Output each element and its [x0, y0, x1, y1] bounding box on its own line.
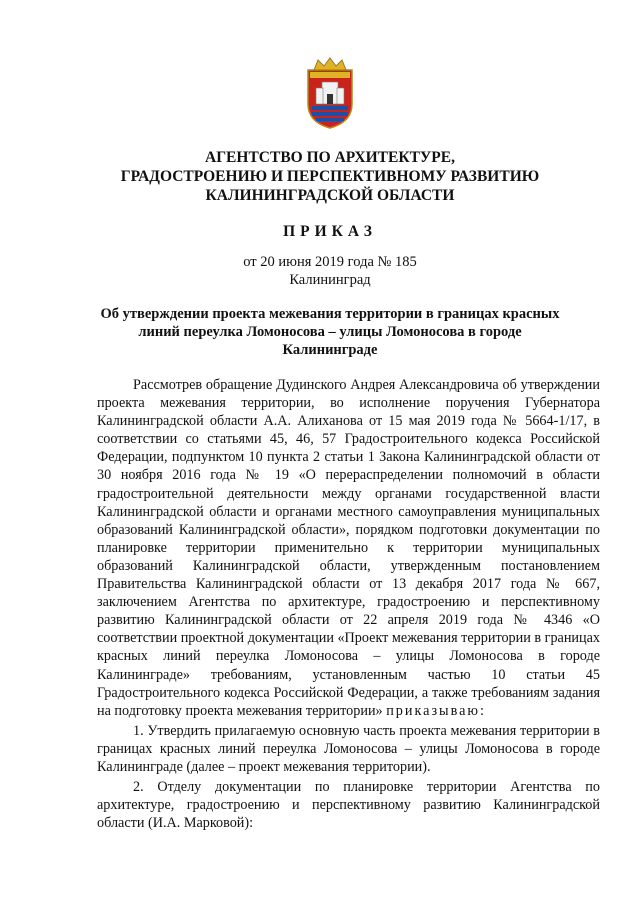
order-title: ПРИКАЗ	[283, 223, 377, 240]
order-date-block	[60, 253, 600, 289]
subject-line-1: Об утверждении проекта межевания территории в границах красных	[100, 306, 560, 322]
coat-of-arms-emblem	[302, 56, 358, 130]
preamble-text: Рассмотрев обращение Дудинского Андрея Александровича об утверждении проекта межевания территории, во исполнение поручения Губернатора Калининградской области А.А. Алиханова от 15 мая 2019 года № 5664-1/17, в соответствии со статьями 45, 46, 57 Градостроительного кодекса Российской Федерации, подпунктом 10 пункта 2 статьи 1 Закона Калининградской области от 30 ноября 2016 года № 19 «О перераспределении полномочий в области градостроительной деятельности между органами государственной власти Калининградской области и органами местного самоуправления муниципальных образований Калининградской области», порядком подготовки документации по планировке территории применительно к территории муниципальных образований Калининградской области, утвержденным постановлением Правительства Калининградской области от 13 декабря 2017 года № 667, заключением Агентства по архитектуре, градостроению и перспективному развитию Калининградской области от 22 апреля 2019 года № 4346 «О соответствии проектной документации «Проект межевания территории в границах красных линий переулка Ломоносова – улицы Ломоносова в городе Калининграде» требованиям, установленным частью 10 статьи 45 Градостроительного кодекса Российской Федерации, а также требованиям задания на подготовку проекта межевания территории»	[97, 377, 601, 719]
agency-line-1: АГЕНТСТВО ПО АРХИТЕКТУРЕ,	[205, 149, 455, 166]
order-city: Калининград	[289, 272, 371, 288]
order-subject	[100, 305, 560, 359]
item-1-paragraph: 1. Утвердить прилагаемую основную часть проекта межевания территории в границах красных линий переулка Ломоносова – улицы Ломоносова в городе Калининграде (далее – проект межевания территории).	[97, 722, 600, 775]
decree-word: приказываю:	[386, 702, 486, 719]
subject-line-3: Калининграде	[282, 342, 378, 358]
order-body	[97, 376, 600, 832]
agency-line-3: КАЛИНИНГРАДСКОЙ ОБЛАСТИ	[205, 187, 455, 204]
subject-line-2: линий переулка Ломоносова – улицы Ломоносова в городе	[138, 324, 522, 340]
item-2-paragraph: 2. Отделу документации по планировке территории Агентства по архитектуре, градостроению и перспективному развитию Калининградской области (И.А. Марковой):	[97, 779, 600, 832]
agency-line-2: ГРАДОСТРОЕНИЮ И ПЕРСПЕКТИВНОМУ РАЗВИТИЮ	[120, 168, 540, 185]
agency-name	[60, 148, 600, 205]
order-date: от 20 июня 2019 года № 185	[243, 254, 417, 270]
preamble-paragraph	[97, 376, 600, 720]
